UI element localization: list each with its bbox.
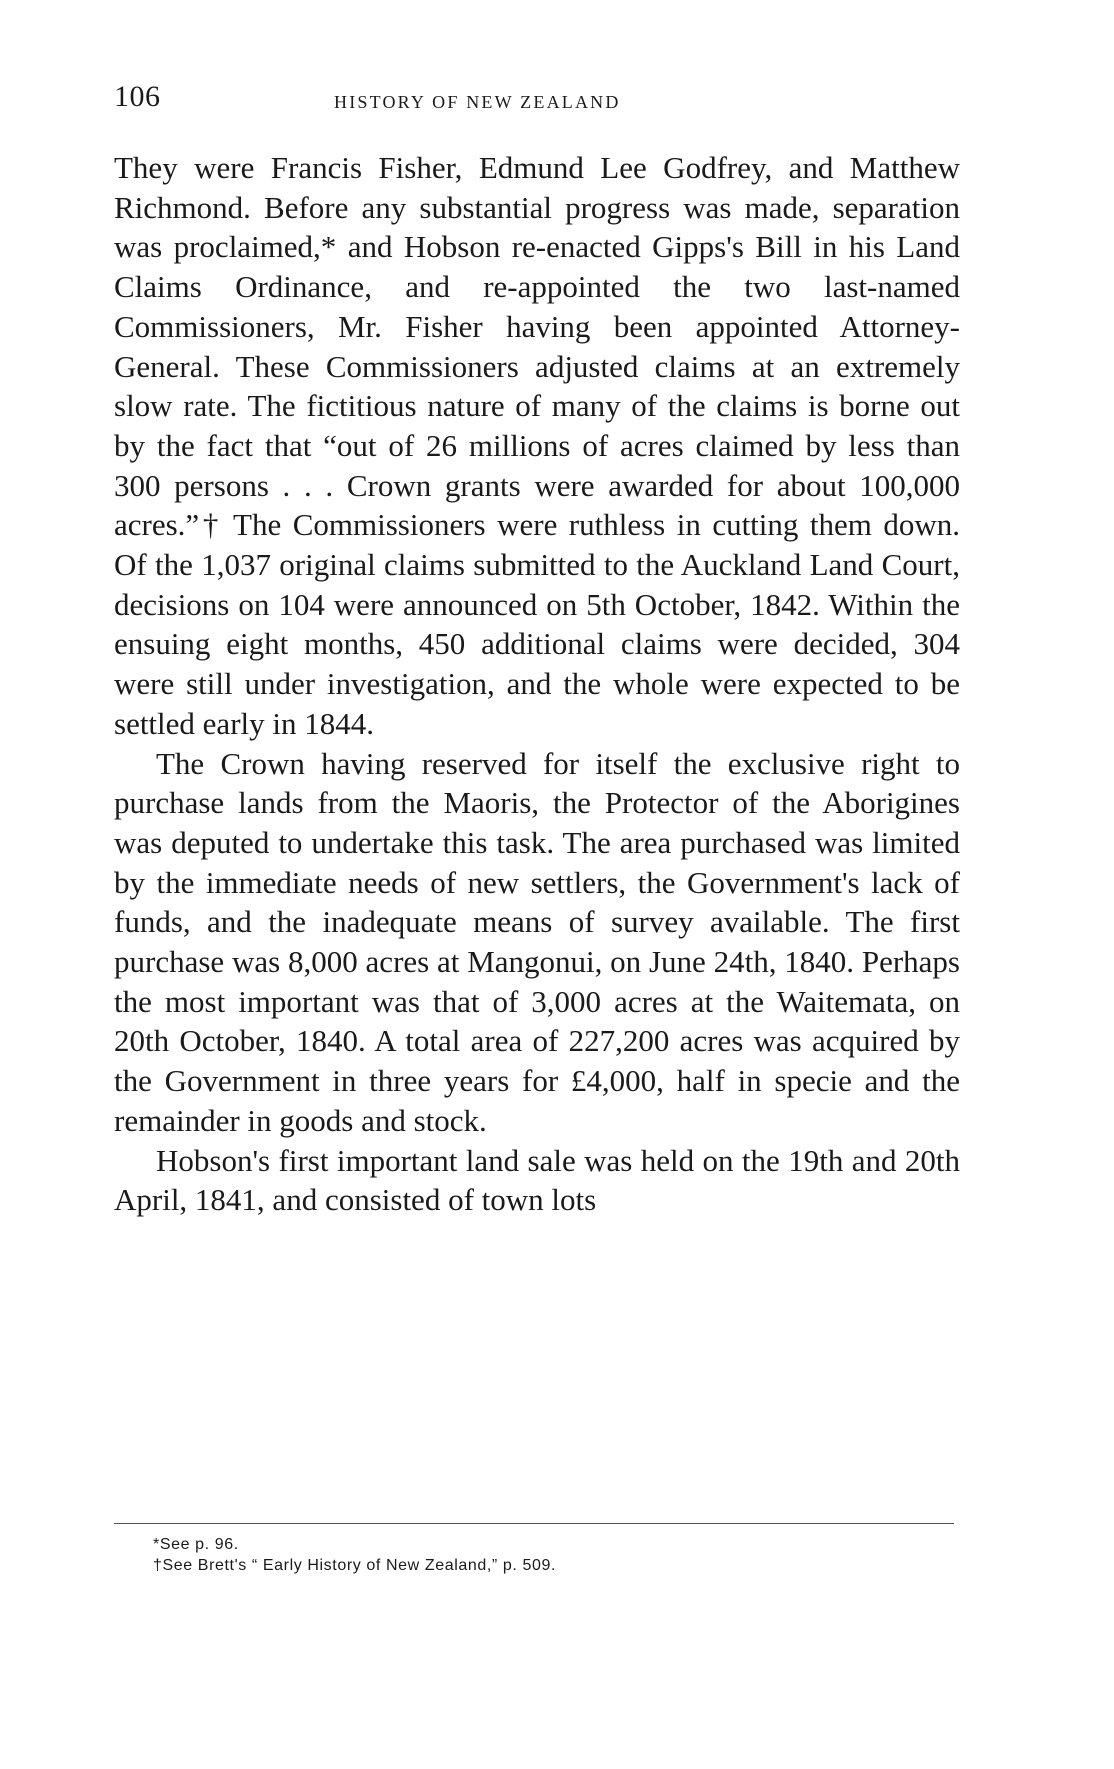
running-title: HISTORY OF NEW ZEALAND bbox=[334, 92, 621, 112]
page-number: 106 bbox=[114, 80, 161, 113]
footnote-see-page: *See p. 96. bbox=[153, 1536, 239, 1553]
footnotes bbox=[153, 1534, 556, 1576]
paragraph-land-sale: Hobson's first important land sale was held on the 19th and 20th April, 1841, and consisted of town lots bbox=[114, 1142, 960, 1218]
paragraph-crown-purchases: The Crown having reserved for itself the exclusive right to purchase lands from the Maoris, the Protector of the Aborigines was deputed to undertake this task. The area purchased was limited by the immediate needs of new settlers, the Government's lack of funds, and the inadequate means of survey available. The first purchase was 8,000 acres at Mangonui, on June 24th, 1840. Perhaps the most important was that of 3,000 acres at the Waitemata, on 20th October, 1840. A total area of 227,200 acres was acquired by the Government in three years for £4,000, half in specie and the remainder in goods and stock. bbox=[114, 745, 960, 1138]
footnote-brett-reference: †See Brett's “ Early History of New Zealand,” p. 509. bbox=[153, 1557, 557, 1574]
body-text bbox=[114, 148, 960, 1220]
footnote-divider bbox=[114, 1523, 954, 1524]
page-header bbox=[114, 80, 960, 120]
paragraph-land-claims: They were Francis Fisher, Edmund Lee Godfrey, and Matthew Richmond. Before any substantial progress was made, separation was proclaimed,* and Hobson re-enacted Gipps's Bill in his Land Claims Ordinance, and re-appointed the two last-named Commissioners, Mr. Fisher having been appointed Attorney-General. These Commissioners adjusted claims at an extremely slow rate. The fictitious nature of many of the claims is borne out by the fact that “out of 26 millions of acres claimed by less than 300 persons . . . Crown grants were awarded for about 100,000 acres.”† The Commissioners were ruthless in cutting them down. Of the 1,037 original claims submitted to the Auckland Land Court, decisions on 104 were announced on 5th October, 1842. Within the ensuing eight months, 450 additional claims were decided, 304 were still under investigation, and the whole were expected to be settled early in 1844. bbox=[114, 150, 960, 741]
